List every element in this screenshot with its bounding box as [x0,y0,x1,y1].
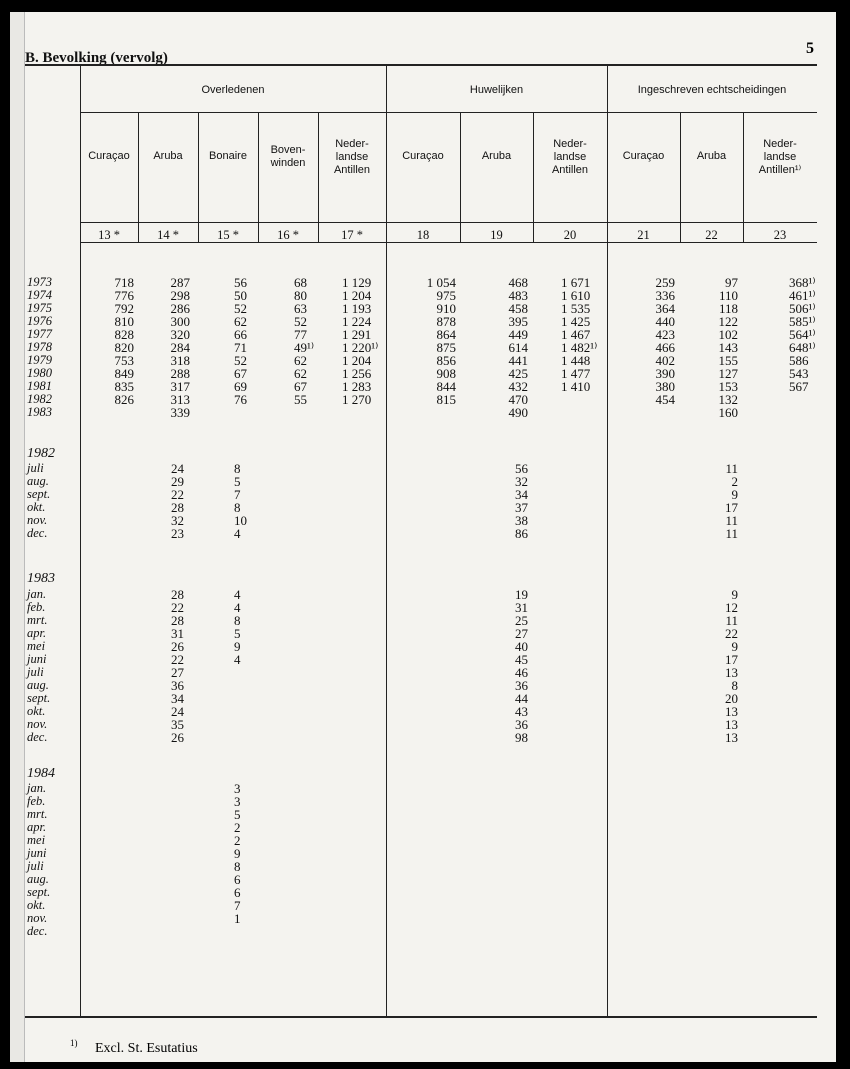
col-number: 18 [416,228,430,242]
group-header-rule [80,112,817,113]
page-scan [10,12,836,1062]
col-header: Curaçao [622,150,665,162]
annual-col-17: 1 129 1 204 1 193 1 224 1 291 1 220¹⁾ 1 204 1 256 1 283 1 270 [342,275,379,407]
col-header: Neder- landse Antillen¹⁾ [758,138,802,176]
col-divider [743,112,744,242]
row-label-1984-title: 1984 [27,766,55,781]
col-number: 13 * [98,228,120,242]
col-divider [533,112,534,242]
col-divider [198,112,199,242]
row-labels-1984-months: jan. feb. mrt. apr. mei juni juli aug. sept. okt. nov. dec. [27,781,51,938]
section-title: B. Bevolking (vervolg) [25,50,168,66]
col-header: Aruba [153,150,183,162]
annual-col-22: 97 110 118 122 102 143 155 127 153 132 160 [718,275,738,420]
footnote [70,1038,198,1057]
annual-col-14: 287 298 286 300 320 284 318 288 317 313 339 [170,275,190,420]
group-divider-2 [607,64,608,1016]
annual-col-21: 259 336 364 440 423 466 402 390 380 454 [655,275,675,407]
footnote-text: Excl. St. Esutatius [95,1040,198,1056]
col-header: Neder- landse Antillen [551,138,589,176]
group-divider-1 [386,64,387,1016]
stub-divider [80,64,81,1016]
row-labels-1983-months: jan. feb. mrt. apr. mei juni juli aug. sept. okt. nov. dec. [27,587,51,744]
group-header-echtscheidingen: Ingeschreven echtscheidingen [637,84,787,96]
col-number: 21 [637,228,650,242]
table-top-rule [25,64,817,66]
m1983-bonaire: 4 4 8 5 9 4 [234,587,241,667]
table-bottom-rule [25,1016,817,1018]
col-header: Neder- landse Antillen [333,138,371,176]
m1982-ech-aruba: 11 2 9 17 11 11 [725,461,738,541]
row-labels-years: 1973 1974 1975 1976 1977 1978 1979 1980 1981 1982 1983 [27,275,52,419]
col-header: Curaçao [402,150,444,162]
m1983-ech-aruba: 9 12 11 22 9 17 13 8 20 13 13 13 [725,587,738,745]
annual-col-15: 56 50 52 62 66 71 52 67 69 76 [234,275,247,407]
row-label-1982-title: 1982 [27,446,55,461]
binding-strip [10,12,25,1062]
col-number: 15 * [217,228,239,242]
col-divider [680,112,681,242]
col-number: 16 * [277,228,299,242]
col-header: Boven- winden [270,144,306,169]
annual-col-20: 1 671 1 610 1 535 1 425 1 467 1 482¹⁾ 1 448 1 477 1 410 [561,275,598,394]
annual-col-13: 718 776 792 810 828 820 753 849 835 826 [114,275,134,407]
col-header: Curaçao [88,150,130,162]
annual-col-18: 1 054 975 910 878 864 875 856 908 844 815 [426,275,456,407]
col-number: 22 [705,228,718,242]
col-header: Bonaire [209,150,247,162]
col-number: 20 [563,228,577,242]
m1984-bonaire: 3 3 5 2 2 9 8 6 6 7 1 [234,781,241,926]
m1982-aruba: 24 29 22 28 32 23 [171,461,184,541]
row-label-1983-title: 1983 [27,571,55,586]
col-number: 17 * [341,228,363,242]
annual-col-16: 68 80 63 52 77 49¹⁾ 62 62 67 55 [294,275,315,407]
m1983-huw-aruba: 19 31 25 27 40 45 46 36 44 43 36 98 [515,587,528,745]
row-labels-1982-months: juli aug. sept. okt. nov. dec. [27,461,51,540]
col-divider [258,112,259,242]
col-divider [138,112,139,242]
page-number: 5 [806,40,814,57]
group-header-overledenen: Overledenen [201,84,265,96]
col-number: 19 [490,228,503,242]
column-header-rule [80,222,817,223]
col-header: Aruba [696,150,727,162]
annual-col-23: 368¹⁾ 461¹⁾ 506¹⁾ 585¹⁾ 564¹⁾ 648¹⁾ 586 543 567 [789,275,816,394]
col-number: 23 [773,228,787,242]
m1982-huw-aruba: 56 32 34 37 38 86 [515,461,528,541]
m1982-bonaire: 8 5 7 8 10 4 [234,461,247,541]
col-divider [318,112,319,242]
group-header-huwelijken: Huwelijken [469,84,524,96]
footnote-marker: 1) [70,1038,78,1048]
annual-col-19: 468 483 458 395 449 614 441 425 432 470 490 [508,275,528,420]
col-number: 14 * [157,228,179,242]
col-divider [460,112,461,242]
m1983-aruba: 28 22 28 31 26 22 27 36 34 24 35 26 [171,587,184,745]
col-header: Aruba [481,150,512,162]
